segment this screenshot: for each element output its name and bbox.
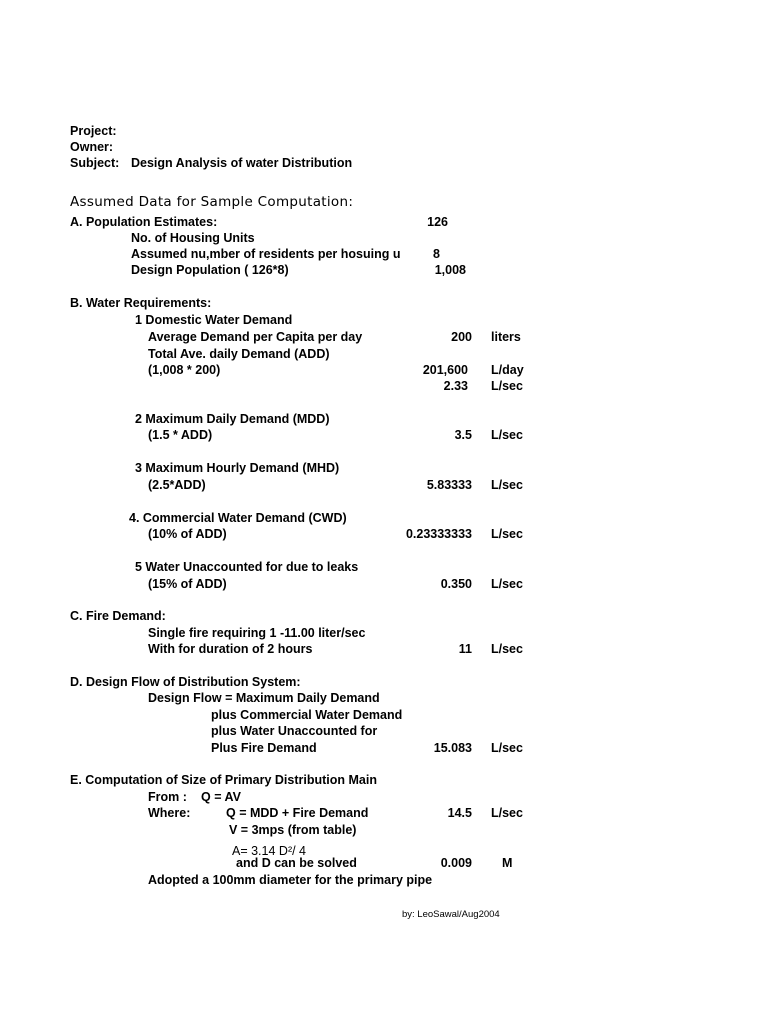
subject-value: Design Analysis of water Distribution — [131, 156, 353, 170]
section-a-title: A. Population Estimates: — [70, 215, 218, 229]
cwd-value: 0.23333333 — [405, 527, 472, 541]
where-value: 14.5 — [447, 806, 472, 820]
from-label: From : — [148, 790, 187, 804]
design-flow-value: 15.083 — [433, 741, 472, 755]
solve-line: and D can be solved — [236, 856, 357, 870]
solve-value: 0.009 — [440, 856, 472, 870]
adopted-line: Adopted a 100mm diameter for the primary pipe — [148, 873, 433, 887]
leaks-value: 0.350 — [440, 577, 472, 591]
fire-unit: L/sec — [491, 642, 523, 656]
residents-label: Assumed nu,mber of residents per hosuing u — [131, 247, 401, 261]
from-equation: Q = AV — [201, 790, 241, 804]
where-equation: Q = MDD + Fire Demand — [226, 806, 369, 820]
owner-label: Owner: — [70, 140, 114, 154]
mhd-unit: L/sec — [491, 478, 523, 492]
mdd-calc: (1.5 * ADD) — [148, 428, 213, 442]
total-add-label: Total Ave. daily Demand (ADD) — [148, 347, 330, 361]
where-unit: L/sec — [491, 806, 523, 820]
section-b-title: B. Water Requirements: — [70, 296, 212, 310]
fire-line-1: Single fire requiring 1 -11.00 liter/sec — [148, 626, 366, 640]
mhd-value: 5.83333 — [426, 478, 472, 492]
area-formula: A= 3.14 D²/ 4 — [232, 844, 306, 858]
mdd-value: 3.5 — [454, 428, 472, 442]
velocity-line: V = 3mps (from table) — [229, 823, 357, 837]
domestic-demand-title: 1 Domestic Water Demand — [135, 313, 293, 327]
total-add-value: 201,600 — [422, 363, 468, 377]
section-d-title: D. Design Flow of Distribution System: — [70, 675, 301, 689]
avg-demand-value: 200 — [451, 330, 472, 344]
leaks-calc: (15% of ADD) — [148, 577, 227, 591]
design-population-label: Design Population ( 126*8) — [131, 263, 289, 277]
leaks-title: 5 Water Unaccounted for due to leaks — [135, 560, 359, 574]
where-label: Where: — [148, 806, 191, 820]
subject-label: Subject: — [70, 156, 120, 170]
design-flow-line-4: Plus Fire Demand — [211, 741, 317, 755]
total-add-lps-value: 2.33 — [443, 379, 468, 393]
cwd-calc: (10% of ADD) — [148, 527, 227, 541]
mhd-calc: (2.5*ADD) — [148, 478, 206, 492]
section-c-title: C. Fire Demand: — [70, 609, 166, 623]
leaks-unit: L/sec — [491, 577, 523, 591]
avg-demand-label: Average Demand per Capita per day — [148, 330, 363, 344]
total-add-unit: L/day — [491, 363, 524, 377]
cwd-unit: L/sec — [491, 527, 523, 541]
mhd-title: 3 Maximum Hourly Demand (MHD) — [135, 461, 340, 475]
design-flow-line-3: plus Water Unaccounted for — [211, 724, 378, 738]
residents-value: 8 — [433, 247, 440, 261]
project-label: Project: — [70, 124, 117, 138]
design-flow-line-1: Design Flow = Maximum Daily Demand — [148, 691, 380, 705]
fire-value: 11 — [458, 642, 472, 656]
solve-unit: M — [502, 856, 513, 870]
section-e-title: E. Computation of Size of Primary Distribution Main — [70, 773, 377, 787]
fire-line-2: With for duration of 2 hours — [148, 642, 313, 656]
avg-demand-unit: liters — [491, 330, 521, 344]
mdd-unit: L/sec — [491, 428, 523, 442]
section-a-title-value: 126 — [427, 215, 448, 229]
total-add-lps-unit: L/sec — [491, 379, 523, 393]
cwd-title: 4. Commercial Water Demand (CWD) — [129, 511, 347, 525]
housing-units-label: No. of Housing Units — [131, 231, 255, 245]
design-flow-line-2: plus Commercial Water Demand — [211, 708, 403, 722]
mdd-title: 2 Maximum Daily Demand (MDD) — [135, 412, 330, 426]
design-population-value: 1,008 — [434, 263, 466, 277]
section-heading: Assumed Data for Sample Computation: — [70, 194, 354, 210]
design-flow-unit: L/sec — [491, 741, 523, 755]
byline: by: LeoSawal/Aug2004 — [402, 909, 500, 920]
total-add-calc: (1,008 * 200) — [148, 363, 221, 377]
